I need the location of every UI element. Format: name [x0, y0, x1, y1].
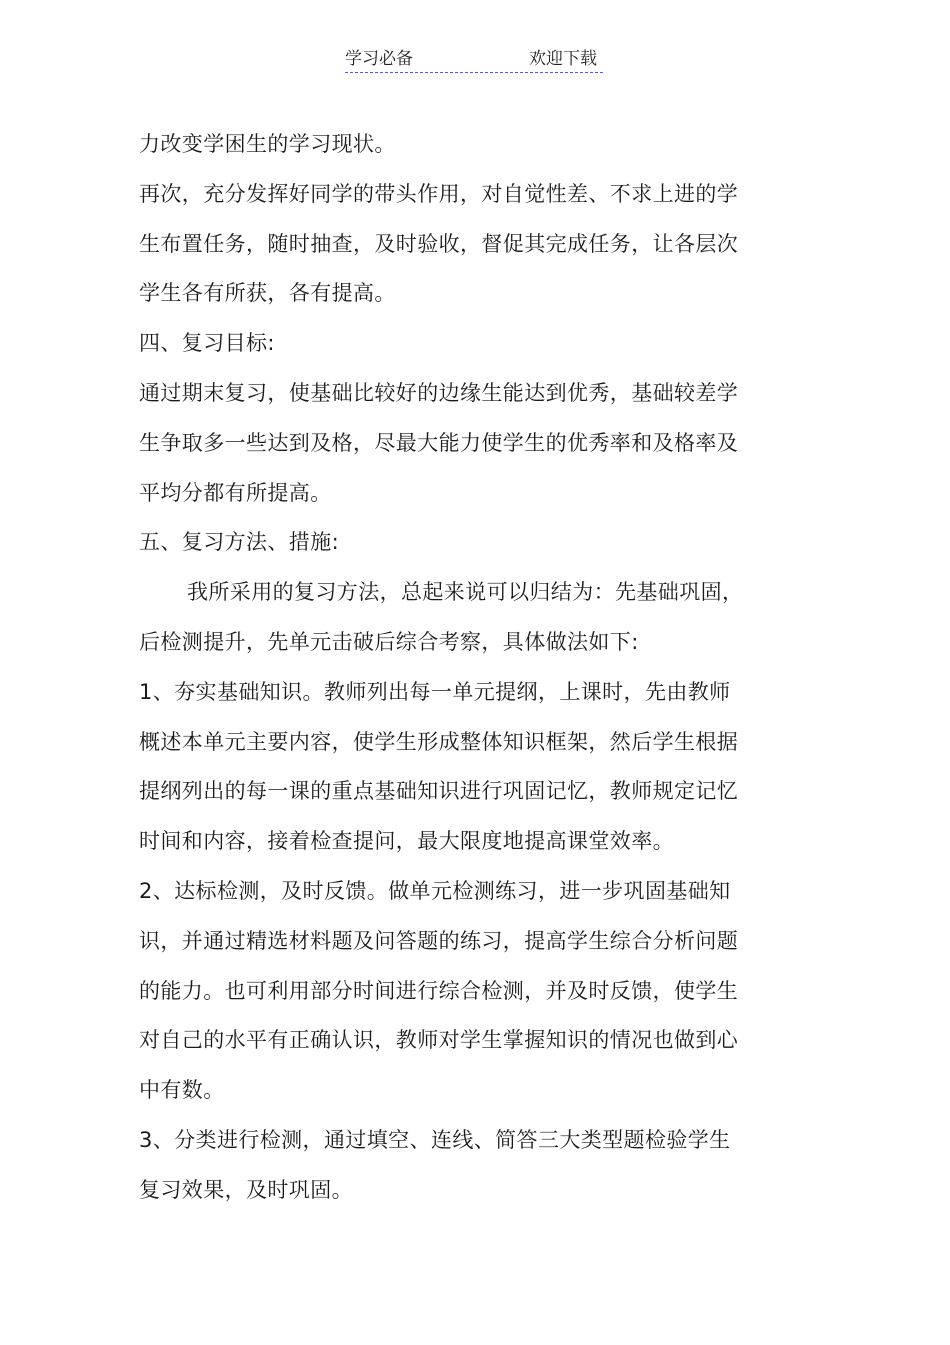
body-line: 的能力。也可利用部分时间进行综合检测，并及时反馈，使学生 — [139, 978, 739, 1003]
body-line: 后检测提升，先单元击破后综合考察，具体做法如下: — [139, 629, 639, 654]
body-line: 学生各有所获，各有提高。 — [139, 281, 396, 306]
body-line: 平均分都有所提高。 — [139, 480, 332, 505]
body-line: 提纲列出的每一课的重点基础知识进行巩固记忆，教师规定记忆 — [139, 779, 739, 804]
header-dashed-rule — [345, 72, 603, 73]
body-line: 概述本单元主要内容，使学生形成整体知识框架，然后学生根据 — [139, 729, 739, 754]
list-item-1: 1、夯实基础知识。教师列出每一单元提纲，上课时，先由教师 — [139, 679, 731, 704]
body-line: 生布置任务，随时抽查，及时验收，督促其完成任务，让各层次 — [139, 231, 739, 256]
body-line: 再次，充分发挥好同学的带头作用，对自觉性差、不求上进的学 — [139, 181, 739, 206]
document-body — [139, 120, 764, 1216]
body-line: 生争取多一些达到及格，尽最大能力使学生的优秀率和及格率及 — [139, 430, 739, 455]
body-line: 中有数。 — [139, 1078, 225, 1103]
section-heading-review-methods: 五、复习方法、措施: — [139, 530, 340, 555]
section-heading-review-goals: 四、复习目标: — [139, 331, 275, 356]
body-line: 通过期末复习，使基础比较好的边缘生能达到优秀，基础较差学 — [139, 380, 739, 405]
body-line: 对自己的水平有正确认识，教师对学生掌握知识的情况也做到心 — [139, 1028, 739, 1053]
list-item-2: 2、达标检测，及时反馈。做单元检测练习，进一步巩固基础知 — [139, 878, 731, 903]
body-line: 识，并通过精选材料题及问答题的练习，提高学生综合分析问题 — [139, 928, 739, 953]
body-line: 力改变学困生的学习现状。 — [139, 132, 396, 156]
header-left-text: 学习必备 — [345, 49, 413, 69]
body-line: 复习效果，及时巩固。 — [139, 1177, 353, 1202]
body-line: 时间和内容，接着检查提问，最大限度地提高课堂效率。 — [139, 829, 674, 854]
header-right-text: 欢迎下载 — [529, 49, 597, 69]
list-item-3: 3、分类进行检测，通过填空、连线、简答三大类型题检验学生 — [139, 1127, 731, 1152]
body-line: 我所采用的复习方法，总起来说可以归结为：先基础巩固， — [187, 580, 744, 605]
page-header — [0, 46, 950, 74]
